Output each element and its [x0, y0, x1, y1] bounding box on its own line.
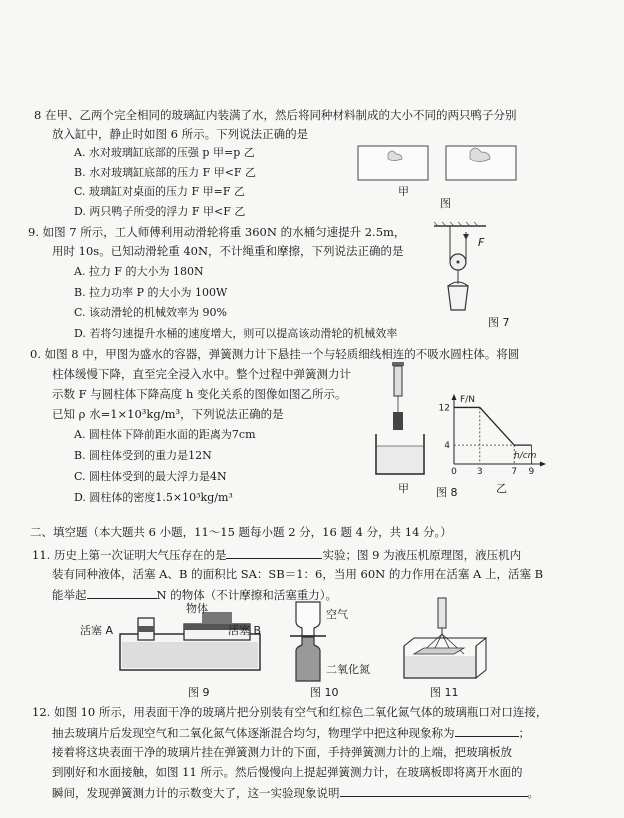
fig10-gas-label: 二氧化氮 [326, 663, 370, 676]
fig7-force-label: F [478, 236, 485, 249]
q10-stem-line4: 已知 ρ 水=1×10³kg/m³，下列说法正确的是 [52, 407, 284, 421]
x-tick-label: 0 [451, 467, 457, 477]
fig9-piston-a-label: 活塞 A [80, 624, 114, 637]
tank-yi [446, 146, 516, 180]
q9-option-d: D. 若将匀速提升水桶的速度增大，则可以提高该动滑轮的机械效率 [74, 327, 398, 340]
piston-a [138, 626, 154, 632]
q8-stem-line2: 放入缸中，静止时如图 6 所示。下列说法正确的是 [52, 127, 309, 141]
glass-plate [414, 648, 464, 654]
q8-option-d: D. 两只鸭子所受的浮力 F 甲<F 乙 [74, 205, 246, 218]
fig6-label-jia: 甲 [398, 185, 409, 198]
fig10-caption: 图 10 [310, 686, 339, 699]
q11-blank-2[interactable] [87, 586, 157, 599]
y-axis-label: F/N [460, 395, 475, 405]
fig8-caption: 图 8 [436, 486, 458, 499]
x-tick-label: 7 [511, 467, 518, 477]
section-2-heading: 二、填空题（本大题共 6 小题，11～15 题每小题 2 分，16 题 4 分，共 14 分。） [30, 525, 452, 539]
spring-scale-icon [394, 366, 402, 396]
force-arrow-icon [463, 234, 469, 240]
fig9-piston-b-label: 活塞 B [228, 624, 262, 637]
q12-line2 [52, 724, 530, 741]
q9-stem-line1: 9. 如图 7 所示，工人师傅利用动滑轮将重 360N 的水桶匀速提升 2.5m， [28, 225, 406, 239]
q12-line5-a: 瞬间，发现弹簧测力计的示数变大了，这一实验现象说明 [52, 786, 340, 800]
fig9-object-label: 物体 [186, 602, 208, 615]
q12-blank-2[interactable] [340, 784, 528, 797]
figure-6-tanks [350, 140, 530, 190]
q10-option-c: C. 圆柱体受到的最大浮力是4N [74, 470, 227, 483]
q8-option-a: A. 水对玻璃缸底部的压强 p 甲=p 乙 [74, 146, 255, 159]
q9-stem-line2: 用时 10s。已知动滑轮重 40N，不计绳重和摩擦，下列说法正确的是 [52, 244, 404, 258]
fig9-caption: 图 9 [188, 686, 210, 699]
fig11-caption: 图 11 [430, 686, 459, 699]
y-tick-label: 4 [444, 441, 450, 452]
q10-stem-line3: 示数 F 与圆柱体下降高度 h 变化关系的图像如图乙所示。 [52, 387, 347, 401]
q11-blank-1[interactable] [226, 546, 322, 559]
q12-blank-1[interactable] [455, 724, 519, 737]
q12-line5 [52, 784, 539, 801]
q12-line2-a: 抽去玻璃片后发现空气和二氧化氮气体逐渐混合均匀，物理学中把这种现象称为 [52, 726, 455, 740]
q11-line1 [32, 546, 521, 563]
q8-option-c: C. 玻璃缸对桌面的压力 F 甲=F 乙 [74, 185, 245, 198]
q10-option-d: D. 圆柱体的密度1.5×10³kg/m³ [74, 491, 233, 504]
q9-option-a: A. 拉力 F 的大小为 180N [74, 265, 204, 278]
q11-line1-b: 实验；图 9 为液压机原理图，液压机内 [322, 548, 522, 562]
fig10-air-label: 空气 [326, 608, 348, 621]
y-tick-label: 12 [438, 403, 450, 414]
q11-line1-a: 11. 历史上第一次证明大气压存在的是 [32, 548, 227, 562]
q11-line3-a: 能举起 [52, 588, 87, 602]
series-line [454, 407, 531, 445]
figure-8-graph [430, 394, 546, 480]
q12-line5-b: 。 [527, 786, 539, 800]
x-tick-label: 3 [476, 467, 483, 477]
q8-option-b: B. 水对玻璃缸底部的压力 F 甲<F 乙 [74, 166, 257, 179]
fig7-caption: 图 7 [488, 316, 510, 329]
x-tick-label: 9 [528, 467, 535, 477]
cylinder-icon [393, 412, 403, 430]
q8-stem-line1: 8 在甲、乙两个完全相同的玻璃缸内装满了水，然后将同种材料制成的大小不同的两只鸭子分别 [34, 108, 517, 122]
q9-option-c: C. 该动滑轮的机械效率为 90% [74, 306, 227, 319]
q12-line3: 接着将这块表面干净的玻璃片挂在弹簧测力计的下面，手持弹簧测力计的上端，把玻璃板放 [52, 745, 512, 759]
bottle-air [296, 602, 320, 636]
q12-line2-b: ； [518, 726, 530, 740]
figure-8-container [370, 362, 430, 478]
figure-11-glass-plate [398, 596, 488, 682]
q12-line1: 12. 如图 10 所示，用表面干净的玻璃片把分别装有空气和红棕色二氧化氮气体的玻璃瓶口对口连接， [32, 705, 548, 719]
q11-line3-b: N 的物体（不计摩擦和活塞重力）。 [156, 588, 337, 602]
q11-line2: 装有同种液体，活塞 A、B 的面积比 SA：SB＝1：6，当用 60N 的力作用在活塞 A 上，活塞 B [52, 567, 544, 581]
fig6-caption: 图 [440, 197, 451, 210]
q12-line4: 到刚好和水面接触，如图 11 所示。然后慢慢向上提起弹簧测力计，在玻璃板即将离开水面的 [52, 765, 523, 779]
q10-option-a: A. 圆柱体下降前距水面的距离为7cm [74, 428, 256, 441]
q10-stem-line1: 0. 如图 8 中，甲图为盛水的容器，弹簧测力计下悬挂一个与轻质细线相连的不吸水圆柱体。将圆 [30, 347, 520, 361]
spring-scale-icon [438, 598, 446, 628]
bottle-no2 [296, 637, 320, 681]
q9-option-b: B. 拉力功率 P 的大小为 100W [74, 286, 228, 299]
q10-stem-line2: 柱体缓慢下降，直至完全浸入水中。整个过程中弹簧测力计 [52, 367, 351, 381]
x-axis-label: h/cm [514, 451, 537, 461]
fig8-label-yi: 乙 [496, 482, 507, 495]
fig8-label-jia: 甲 [398, 482, 409, 495]
q10-option-b: B. 圆柱体受到的重力是12N [74, 449, 212, 462]
bucket-icon [448, 286, 468, 310]
